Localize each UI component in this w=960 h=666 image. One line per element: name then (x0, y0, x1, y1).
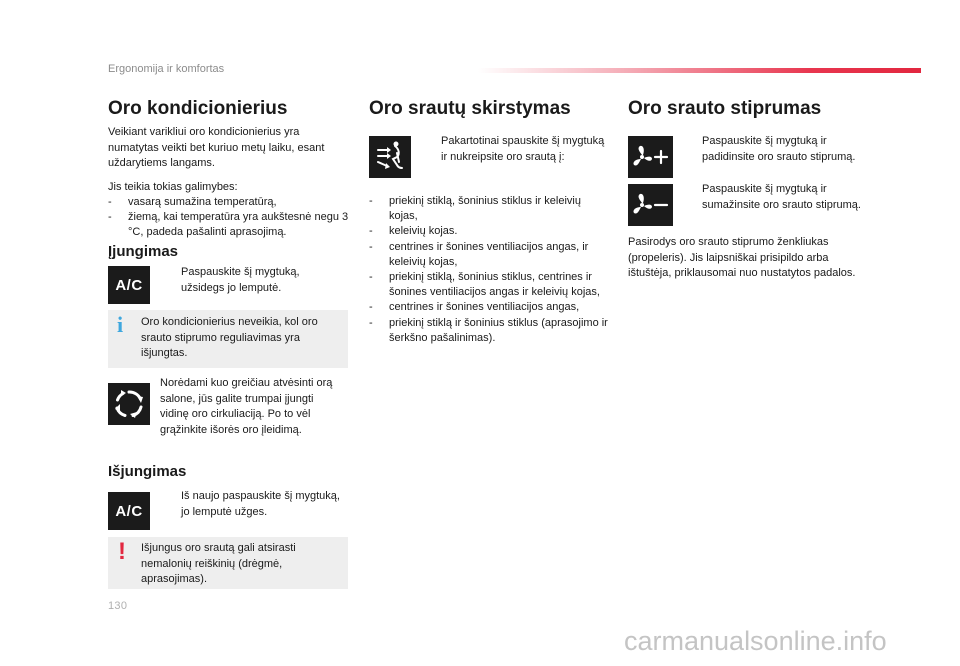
recirculation-text: Norėdami kuo greičiau atvėsinti orą salone, jūs galite trumpai įjungti vidinę oro cirkuliaciją. Po to vėl grąžinkite išorės oro įleidimą. (160, 377, 333, 436)
switch-on-step: Paspauskite šį mygtuką, užsidegs jo lemputė. (181, 266, 300, 294)
ac-button-icon (108, 266, 150, 304)
list-item: - keleivių kojas. (369, 225, 458, 238)
list-item: - vasarą sumažina temperatūrą, (108, 196, 277, 208)
air-distribution-step: Pakartotinai spauskite šį mygtuką ir nukreipsite oro srautą į: (441, 135, 605, 163)
ac-title: Oro kondicionierius (108, 98, 288, 119)
warning-icon: ! (118, 538, 126, 565)
warning-note-text: Išjungus oro srautą gali atsirasti nemalonių reiškinių (drėgmė, aprasojimas). (141, 542, 296, 585)
section-header: Ergonomija ir komfortas (108, 63, 225, 75)
page-number: 130 (108, 600, 128, 612)
info-note (108, 310, 348, 368)
info-note-text: Oro kondicionierius neveikia, kol oro srauto stiprumo reguliavimas yra išjungtas. (141, 316, 318, 359)
ac-intro: Veikiant varikliui oro kondicionierius yra numatytas veikti bet kuriuo metų laiku, esant uždarytiems langams. (108, 126, 325, 169)
switch-off-step: Iš naujo paspauskite šį mygtuką, jo lemputė užges. (181, 490, 340, 518)
list-item: - priekinį stiklą, šoninius stiklus ir keleivių kojas, (369, 195, 581, 223)
list-item: - centrines ir šonines ventiliacijos angas, (369, 301, 580, 314)
list-item: - priekinį stiklą, šoninius stiklus, centrines ir šonines ventiliacijos angas ir keleivių kojas, (369, 271, 600, 299)
list-item: - centrines ir šonines ventiliacijos angas, ir keleivių kojas, (369, 240, 589, 268)
distribution-list (369, 194, 612, 346)
ac-button-icon (108, 492, 150, 530)
air-flow-title: Oro srauto stiprumas (628, 98, 822, 119)
switch-off-title: Išjungimas (108, 463, 187, 480)
air-distribution-icon (369, 136, 411, 178)
watermark: carmanualsonline.info (624, 626, 887, 656)
features-list (108, 195, 352, 241)
fan-decrease-step: Paspauskite šį mygtuką ir sumažinsite oro srauto stiprumą. (702, 183, 861, 211)
switch-on-title: Įjungimas (108, 243, 179, 260)
recirculation-icon (108, 383, 150, 425)
air-flow-description: Pasirodys oro srauto stiprumo ženkliukas (propeleris). Jis laipsniškai prisipildo arba ištuštėja, priklausomai nuo nustatytos padalos. (628, 236, 856, 279)
features-lead: Jis teikia tokias galimybes: (108, 181, 238, 193)
info-icon: i (117, 312, 124, 337)
warning-note (108, 537, 348, 589)
fan-increase-step: Paspauskite šį mygtuką ir padidinsite oro srauto stiprumą. (702, 135, 856, 163)
list-item: - žiemą, kai temperatūra yra aukštesnė negu 3 °C, padeda pašalinti aprasojimą. (108, 211, 349, 239)
fan-decrease-icon (628, 184, 673, 226)
list-item: - priekinį stiklą ir šoninius stiklus (aprasojimo ir šerkšno pašalinimas). (369, 316, 608, 344)
header-rule (478, 68, 921, 73)
ac-label: A/C (115, 276, 143, 294)
fan-increase-icon (628, 136, 673, 178)
ac-label: A/C (115, 502, 143, 520)
air-distribution-title: Oro srautų skirstymas (369, 98, 571, 119)
